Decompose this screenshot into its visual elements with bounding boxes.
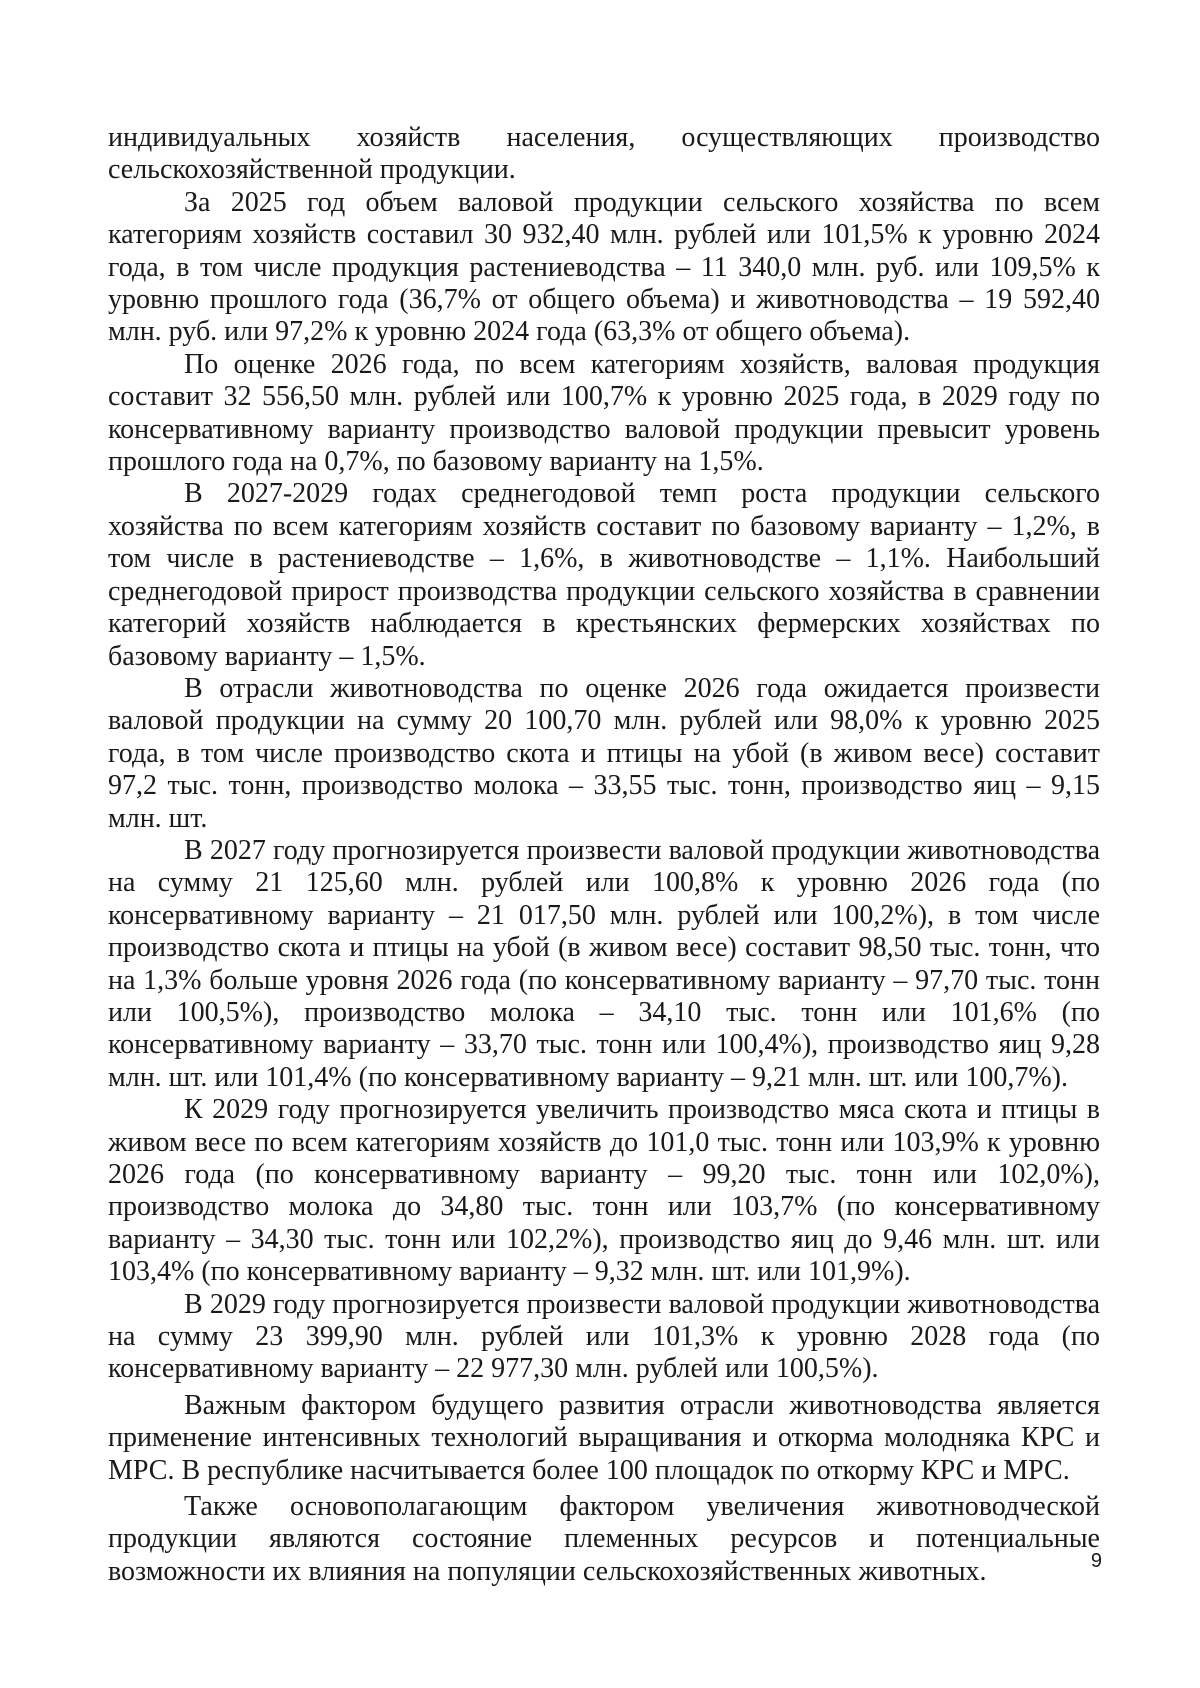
document-body — [108, 122, 1100, 1588]
paragraph: К 2029 году прогнозируется увеличить производство мяса скота и птицы в живом весе по всем категориям хозяйств до 101,0 тыс. тонн или 103,9% к уровню 2026 года (по консервативному варианту – 99,20 тыс. тонн или 102,0%), производство молока до 34,80 тыс. тонн или 103,7% (по консервативному варианту – 34,30 тыс. тонн или 102,2%), производство яиц до 9,46 млн. шт. или 103,4% (по консервативному варианту – 9,32 млн. шт. или 101,9%). — [108, 1094, 1100, 1288]
page-number: 9 — [1090, 1550, 1102, 1572]
paragraph: В отрасли животноводства по оценке 2026 года ожидается произвести валовой продукции на сумму 20 100,70 млн. рублей или 98,0% к уровню 2025 года, в том числе производство скота и птицы на убой (в живом весе) составит 97,2 тыс. тонн, производство молока – 33,55 тыс. тонн, производство яиц – 9,15 млн. шт. — [108, 672, 1100, 834]
paragraph: В 2027-2029 годах среднегодовой темп роста продукции сельского хозяйства по всем категориям хозяйств составит по базовому варианту – 1,2%, в том числе в растениеводстве – 1,6%, в животноводстве – 1,1%. Наибольший среднегодовой прирост производства продукции сельского хозяйства в сравнении категорий хозяйств наблюдается в крестьянских фермерских хозяйствах по базовому варианту – 1,5%. — [108, 478, 1100, 672]
paragraph: По оценке 2026 года, по всем категориям хозяйств, валовая продукция составит 32 556,50 млн. рублей или 100,7% к уровню 2025 года, в 2029 году по консервативному варианту производство валовой продукции превысит уровень прошлого года на 0,7%, по базовому варианту на 1,5%. — [108, 348, 1100, 478]
paragraph: Важным фактором будущего развития отрасли животноводства является применение интенсивных технологий выращивания и откорма молодняка КРС и МРС. В республике насчитывается более 100 площадок по откорму КРС и МРС. — [108, 1389, 1100, 1486]
paragraph: За 2025 год объем валовой продукции сельского хозяйства по всем категориям хозяйств составил 30 932,40 млн. рублей или 101,5% к уровню 2024 года, в том числе продукция растениеводства – 11 340,0 млн. руб. или 109,5% к уровню прошлого года (36,7% от общего объема) и животноводства – 19 592,40 млн. руб. или 97,2% к уровню 2024 года (63,3% от общего объема). — [108, 186, 1100, 348]
paragraph: индивидуальных хозяйств населения, осуществляющих производство сельскохозяйственной продукции. — [108, 122, 1100, 186]
paragraph: В 2029 году прогнозируется произвести валовой продукции животноводства на сумму 23 399,90 млн. рублей или 101,3% к уровню 2028 года (по консервативному варианту – 22 977,30 млн. рублей или 100,5%). — [108, 1288, 1100, 1385]
paragraph: В 2027 году прогнозируется произвести валовой продукции животноводства на сумму 21 125,60 млн. рублей или 100,8% к уровню 2026 года (по консервативному варианту – 21 017,50 млн. рублей или 100,2%), в том числе производство скота и птицы на убой (в живом весе) составит 98,50 тыс. тонн, что на 1,3% больше уровня 2026 года (по консервативному варианту – 97,70 тыс. тонн или 100,5%), производство молока – 34,10 тыс. тонн или 101,6% (по консервативному варианту – 33,70 тыс. тонн или 100,4%), производство яиц 9,28 млн. шт. или 101,4% (по консервативному варианту – 9,21 млн. шт. или 100,7%). — [108, 834, 1100, 1093]
paragraph: Также основополагающим фактором увеличения животноводческой продукции являются состояние племенных ресурсов и потенциальные возможности их влияния на популяции сельскохозяйственных животных. — [108, 1491, 1100, 1587]
